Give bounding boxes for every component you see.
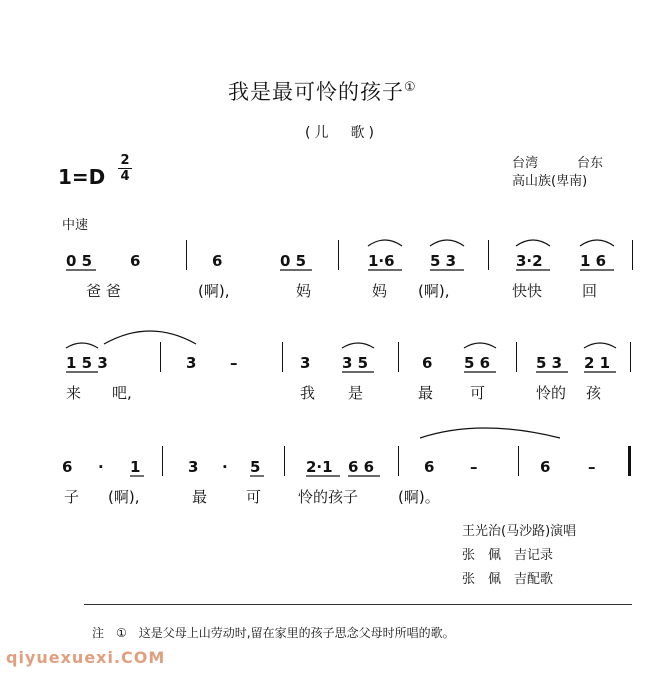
note-group: 2·1: [306, 458, 333, 476]
note-group: 3 5: [342, 354, 369, 372]
lyric: 快快: [512, 282, 543, 300]
lyric: 吧,: [112, 384, 132, 402]
tempo-marking: 中速: [62, 218, 89, 233]
note-group: 5: [250, 458, 261, 476]
note-group: 1·6: [368, 252, 395, 270]
meter-bottom: 4: [120, 169, 130, 184]
note-group: 3: [300, 354, 311, 372]
note-group: 5 6: [464, 354, 491, 372]
lyric: 怜的孩子: [298, 488, 359, 506]
footnote-mark: ①: [404, 80, 417, 95]
note-group: 3: [186, 354, 197, 372]
note-group: 6: [422, 354, 433, 372]
note-group: –: [588, 458, 596, 476]
origin-region: 台湾 台东: [512, 156, 604, 171]
note-group: ·: [222, 458, 228, 476]
lyric: 最: [418, 384, 434, 402]
song-genre: (儿 歌): [305, 125, 378, 141]
meter-top: 2: [120, 153, 130, 168]
footnote-text: 注 ① 这是父母上山劳动时,留在家里的孩子思念父母时所唱的歌。: [92, 626, 455, 640]
note-group: 2 1: [584, 354, 611, 372]
lyric: (啊),: [418, 282, 450, 300]
lyric: (啊)。: [398, 488, 440, 506]
note-group: 6: [424, 458, 435, 476]
note-group: –: [230, 354, 238, 372]
lyric: 是: [348, 384, 364, 402]
credit-recorder: 张 佩 吉记录: [462, 548, 554, 563]
note-group: 6: [130, 252, 141, 270]
lyric: 回: [582, 282, 598, 300]
lyric: 妈: [296, 282, 312, 300]
origin-ethnic-group: 高山族(卑南): [512, 174, 588, 189]
lyric: 妈: [372, 282, 388, 300]
lyric: 来: [66, 384, 82, 402]
lyric: 怜的: [536, 384, 567, 402]
lyric: 最: [192, 488, 208, 506]
lyric: 孩: [586, 384, 602, 402]
lyric: (啊),: [108, 488, 140, 506]
note-group: 6: [212, 252, 223, 270]
lyric: 可: [470, 384, 486, 402]
credit-lyricist: 张 佩 吉配歌: [462, 572, 554, 587]
lyric: 子: [64, 488, 80, 506]
note-group: 1 5 3: [66, 354, 108, 372]
lyric: 我: [300, 384, 316, 402]
credit-performer: 王光治(马沙路)演唱: [462, 524, 577, 539]
song-title: 我是最可怜的孩子①: [228, 80, 417, 104]
note-group: 0 5: [280, 252, 307, 270]
lyric: 可: [246, 488, 262, 506]
note-group: 1: [130, 458, 141, 476]
note-group: –: [470, 458, 478, 476]
note-group: 5 3: [430, 252, 457, 270]
note-group: 6: [540, 458, 551, 476]
key-signature: 1=D: [58, 165, 106, 189]
site-watermark: qiyuexuexi.COM: [6, 648, 166, 667]
footnote-divider: [84, 604, 632, 605]
note-group: 1 6: [580, 252, 607, 270]
note-group: 5 3: [536, 354, 563, 372]
note-group: 6: [62, 458, 73, 476]
note-group: 6 6: [348, 458, 375, 476]
note-group: 3·2: [516, 252, 543, 270]
lyric: 爸 爸: [86, 282, 121, 300]
note-group: ·: [98, 458, 104, 476]
lyric: (啊),: [198, 282, 230, 300]
note-group: 3: [188, 458, 199, 476]
note-group: 0 5: [66, 252, 93, 270]
